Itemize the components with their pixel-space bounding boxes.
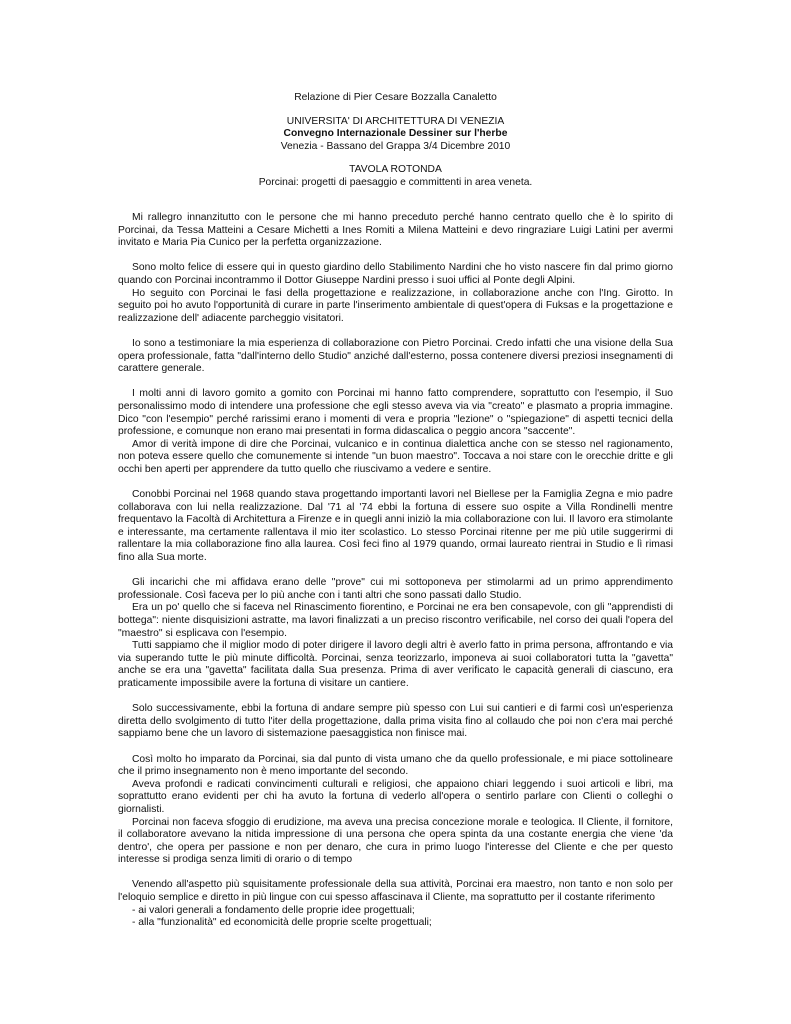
paragraph: Aveva profondi e radicati convincimenti culturali e religiosi, che appaiono chiari leggendo i suoi articoli e libri, ma soprattutto erano evidenti per chi ha avuto la fortuna di vederlo all'opera o sentirlo parlare con Clienti o colleghi o giornalisti.: [118, 778, 673, 815]
location-date-line: Venezia - Bassano del Grappa 3/4 Dicembre 2010: [280, 140, 511, 152]
paragraph: Era un po' quello che si faceva nel Rinascimento fiorentino, e Porcinai ne era ben consapevole, con gli "apprendisti di bottega": niente disquisizioni astratte, ma lavori finalizzati a un preciso riscontro verificabile, nel corso dei quali l'opera del "maestro" si esplicava con l'esempio.: [118, 602, 673, 639]
round-table-title: TAVOLA ROTONDA: [349, 164, 442, 176]
list-item: - ai valori generali a fondamento delle proprie idee progettuali;: [132, 904, 415, 916]
paragraph: Amor di verità impone di dire che Porcinai, vulcanico e in continua dialettica anche con se stesso nel ragionamento, non poteva essere quello che comunemente si intende "un buon maestro". Toccava a noi stare con le orecchie dritte e gli occhi ben aperti per apprendere da tutto quello che riuscivamo a vedere e sentire.: [118, 438, 673, 475]
university-line: UNIVERSITA' DI ARCHITETTURA DI VENEZIA: [286, 115, 505, 127]
paragraph: Solo successivamente, ebbi la fortuna di andare sempre più spesso con Lui sui cantieri e di farmi così un'esperienza diretta dello svolgimento di tutto l'iter della progettazione, dalla prima visita fino al collaudo che poi non c'era mai perché sappiamo bene che un lavoro di sistemazione paesaggistica non finisce mai.: [118, 703, 673, 740]
round-table-subtitle: Porcinai: progetti di paesaggio e committenti in area veneta.: [258, 176, 533, 188]
paragraph: Sono molto felice di essere qui in questo giardino dello Stabilimento Nardini che ho visto nascere fin dal primo giorno quando con Porcinai incontrammo il Dottor Giuseppe Nardini presso i suoi uffici al Ponte degli Alpini.: [118, 262, 673, 286]
document-header: [118, 92, 673, 190]
paragraph: Mi rallegro innanzitutto con le persone che mi hanno preceduto perché hanno centrato quello che è lo spirito di Porcinai, da Tessa Matteini a Cesare Michetti a Ines Romiti a Milena Matteini e devo ringraziare Luigi Latini per avermi invitato e Maria Pia Cunico per la perfetta organizzazione.: [118, 212, 673, 249]
document-body: [118, 212, 673, 930]
author-line: Relazione di Pier Cesare Bozzalla Canaletto: [294, 92, 497, 103]
paragraph: Io sono a testimoniare la mia esperienza di collaborazione con Pietro Porcinai. Credo infatti che una visione della Sua opera professionale, fatta "dall'interno dello Studio" anziché dall'esterno, possa contenere diversi preziosi insegnamenti di carattere generale.: [118, 337, 673, 375]
paragraph: Venendo all'aspetto più squisitamente professionale della sua attività, Porcinai era maestro, non tanto e non solo per l'eloquio semplice e diretto in più lingue con cui spesso affascinava il Cliente, ma soprattutto per il costante riferimento: [118, 879, 673, 904]
paragraph: Conobbi Porcinai nel 1968 quando stava progettando importanti lavori nel Biellese per la Famiglia Zegna e mio padre collaborava con lui nella realizzazione. Dal '71 al '74 ebbi la fortuna di essere suo ospite a Villa Rondinelli mentre frequentavo la Facoltà di Architettura a Firenze e in quegli anni iniziò la mia collaborazione con lui. Il lavoro era stimolante e interessante, ma certamente rallentava il mio iter scolastico. Lo stesso Porcinai ritenne per me più utile suggerirmi di rallentare la mia collaborazione fino alla laurea. Così feci fino al 1979 quando, ormai laureato rientrai in Studio e lì rimasi fino alla Sua morte.: [118, 489, 673, 564]
paragraph: Tutti sappiamo che il miglior modo di poter dirigere il lavoro degli altri è averlo fatto in prima persona, affrontando e via via superando tutte le più minute difficoltà. Porcinai, senza teorizzarlo, imponeva ai suoi collaboratori tutta la "gavetta" anche se era una "gavetta" facilitata dalla Sua presenza. Prima di aver verificato le capacità generali di ciascuno, era praticamente impossibile avere la fortuna di visitare un cantiere.: [118, 640, 673, 689]
paragraph: Porcinai non faceva sfoggio di erudizione, ma aveva una precisa concezione morale e teologica. Il Cliente, il fornitore, il collaboratore avevano la nitida impressione di una persona che opera spinta da una costante energia che viene 'da dentro', che opera per passione e non per denaro, che cura in primo luogo l'interesse del Cliente e che per questo interesse si prodiga senza limiti di orario o di tempo: [118, 816, 673, 866]
conference-title: Convegno Internazionale Dessiner sur l'herbe: [283, 128, 508, 140]
paragraph: Gli incarichi che mi affidava erano delle "prove" cui mi sottoponeva per stimolarmi ad un primo apprendimento professionale. Così faceva per lo più anche con i tanti altri che sono passati dallo Studio.: [118, 577, 673, 601]
list-item: - alla "funzionalità" ed economicità delle proprie scelte progettuali;: [132, 917, 432, 929]
paragraph: Ho seguito con Porcinai le fasi della progettazione e realizzazione, in collaborazione anche con l'Ing. Girotto. In seguito poi ho avuto l'opportunità di curare in parte l'inserimento ambientale di quest'opera di Fuksas e la progettazione e realizzazione dell' adiacente parcheggio visitatori.: [118, 287, 673, 324]
paragraph: Così molto ho imparato da Porcinai, sia dal punto di vista umano che da quello professionale, e mi piace sottolineare che il primo insegnamento non è meno importante del secondo.: [118, 753, 673, 778]
paragraph: I molti anni di lavoro gomito a gomito con Porcinai mi hanno fatto comprendere, soprattutto con l'esempio, il Suo personalissimo modo di intendere una professione che egli stesso aveva via via "creato" e plasmato a propria immagine. Dico "con l'esempio" perché rarissimi erano i momenti di vera e propria "lezione" o "spiegazione" di aspetti tecnici della professione, e comunque non erano mai presentati in forma didascalica o peggio ancora "saccente".: [118, 388, 673, 438]
